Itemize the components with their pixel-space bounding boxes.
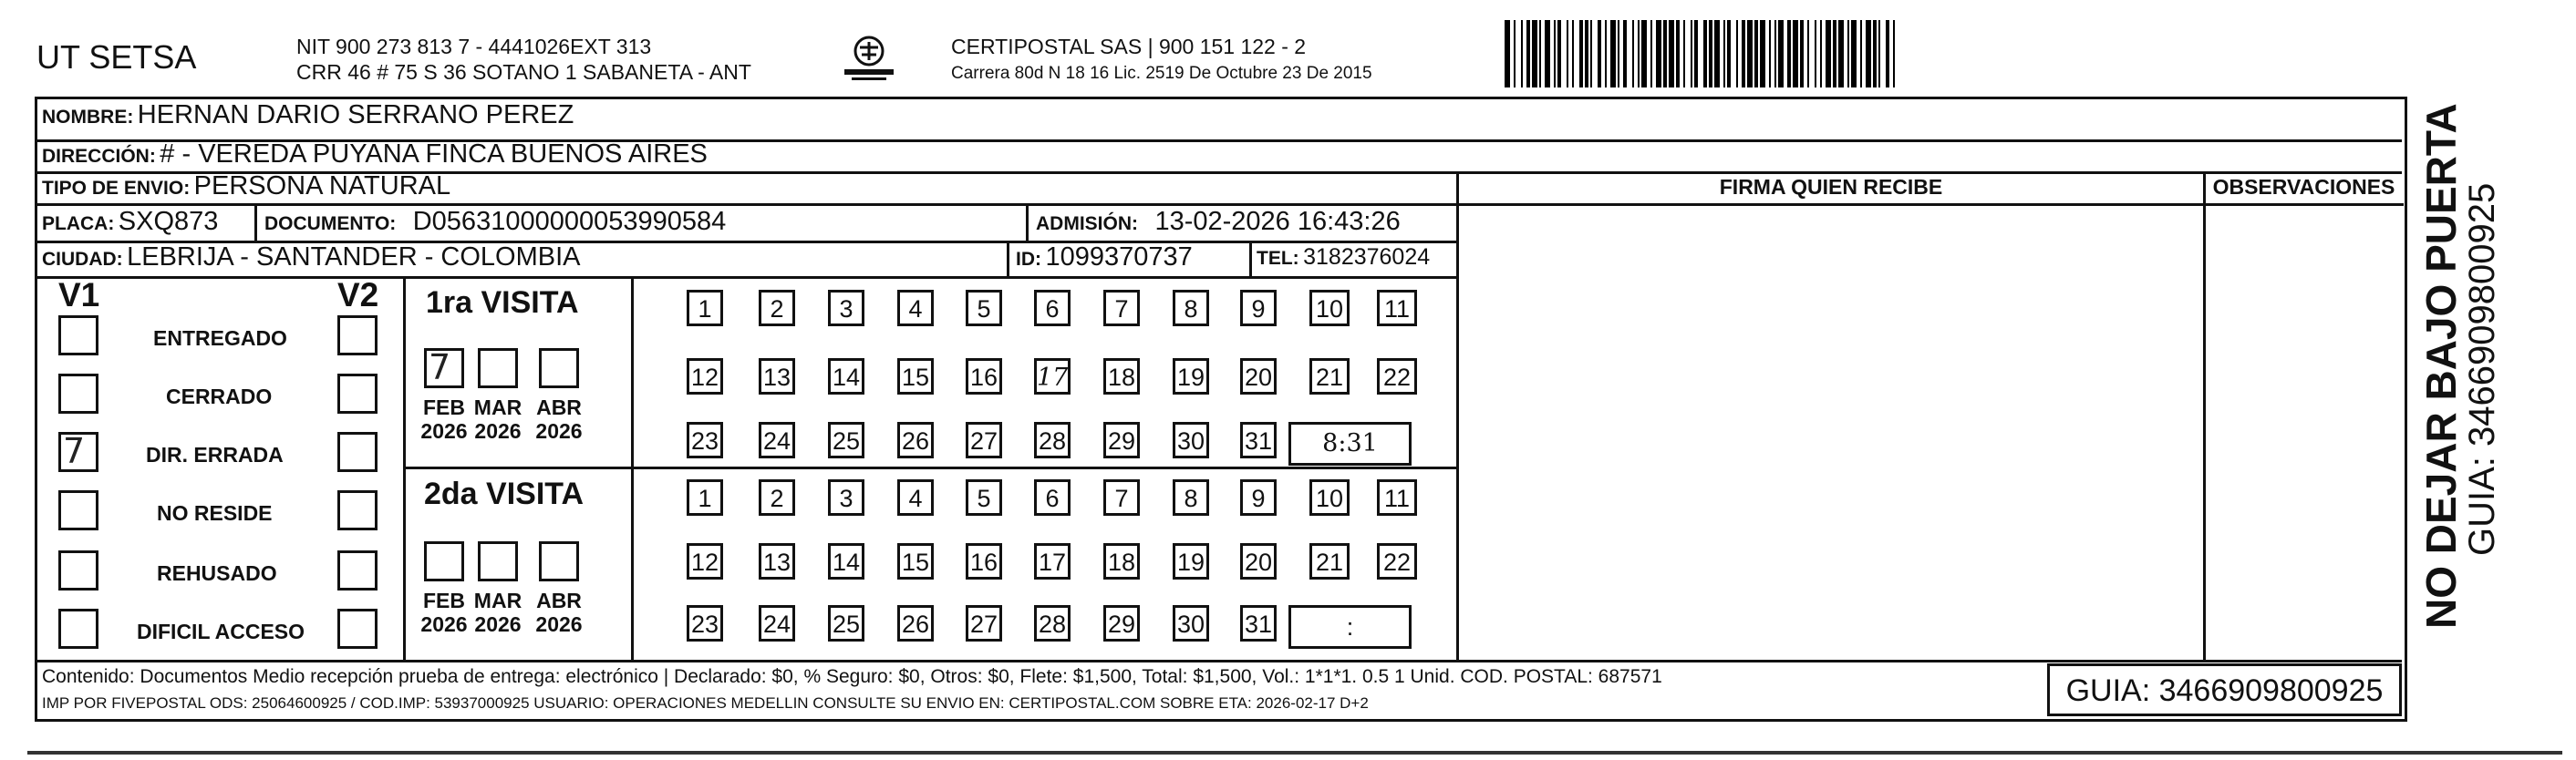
status-label-no-reside: NO RESIDE: [157, 501, 273, 525]
first-visit-day-box[interactable]: 9: [1240, 290, 1277, 326]
second-visit-day-box[interactable]: 28: [1034, 605, 1071, 642]
first-visit-day-box[interactable]: 2: [759, 290, 795, 326]
footer-imp: IMP POR FIVEPOSTAL ODS: 25064600925 / COD.IMP: 53937000925 USUARIO: OPERACIONES MEDELLIN CONSULTE SU ENVIO EN: CERTIPOSTAL.COM SOBRE ETA: 2026-02-17 D+2: [42, 694, 1369, 712]
first-visit-day-box[interactable]: 24: [759, 422, 795, 458]
second-visit-month-label: MAR: [473, 589, 522, 612]
address-line: CRR 46 # 75 S 36 SOTANO 1 SABANETA - ANT: [296, 60, 751, 84]
company-name: UT SETSA: [36, 38, 197, 76]
admision-label: ADMISIÓN:: [1036, 213, 1138, 234]
signature-area[interactable]: [1459, 206, 2203, 660]
first-visit-day-box[interactable]: 7: [1103, 290, 1140, 326]
second-visit-title: 2da VISITA: [424, 477, 585, 511]
footer-contenido: Contenido: Documentos Medio recepción prueba de entrega: electrónico | Declarado: $0, % Seguro: $0, Otros: $0, Flete: $1,500, Total: $1,500, Vol.: 1*1*1. 0.5 1 Unid. COD. POSTAL: 687571: [42, 666, 1662, 687]
checkmark-icon: 7: [63, 431, 86, 471]
placa-value: SXQ873: [118, 207, 219, 236]
second-visit-day-box[interactable]: 1: [687, 479, 723, 516]
v1-checkbox-dificil-acceso[interactable]: [58, 609, 98, 649]
status-label-rehusado: REHUSADO: [157, 561, 277, 585]
direccion-label: DIRECCIÓN:: [42, 146, 156, 167]
second-visit-day-box[interactable]: 15: [897, 543, 934, 580]
first-visit-day-box[interactable]: 14: [828, 358, 864, 395]
handwritten-mark: 17: [1037, 364, 1069, 392]
second-visit-day-box[interactable]: 8: [1173, 479, 1209, 516]
status-label-dir-errada: DIR. ERRADA: [146, 443, 284, 467]
nombre-value: HERNAN DARIO SERRANO PEREZ: [137, 100, 574, 129]
v1-header: V1: [58, 276, 100, 313]
second-visit-day-box[interactable]: 17: [1034, 543, 1071, 580]
admision-field: [1036, 207, 1401, 237]
first-visit-day-box[interactable]: 29: [1103, 422, 1140, 458]
first-visit-day-box[interactable]: 3: [828, 290, 864, 326]
second-visit-day-box[interactable]: 18: [1103, 543, 1140, 580]
footer-guia: GUIA: 3466909800925: [2047, 663, 2402, 716]
first-visit-day-box[interactable]: 16: [966, 358, 1002, 395]
certipostal-line1: CERTIPOSTAL SAS | 900 151 122 - 2: [951, 35, 1307, 58]
second-visit-year-label: 2026: [535, 612, 583, 636]
first-visit-day-box[interactable]: 4: [897, 290, 934, 326]
v1-checkbox-entregado[interactable]: [58, 315, 98, 355]
first-visit-title: 1ra VISITA: [426, 285, 579, 320]
first-visit-year-label: 2026: [474, 419, 522, 443]
month-checkbox-mar[interactable]: [478, 541, 518, 581]
v2-checkbox-rehusado[interactable]: [337, 550, 378, 591]
month-checkbox-feb[interactable]: [424, 348, 464, 388]
v2-checkbox-dificil-acceso[interactable]: [337, 609, 378, 649]
first-visit-day-box[interactable]: 25: [828, 422, 864, 458]
month-checkbox-abr[interactable]: [539, 541, 579, 581]
v1-checkbox-dir-errada[interactable]: [58, 432, 98, 472]
second-visit-day-box[interactable]: 24: [759, 605, 795, 642]
first-visit-day-box[interactable]: 8: [1173, 290, 1209, 326]
second-visit-day-box[interactable]: 3: [828, 479, 864, 516]
second-visit-day-box[interactable]: 2: [759, 479, 795, 516]
status-label-dificil-acceso: DIFICIL ACCESO: [137, 620, 305, 643]
tipo-envio-field: [42, 171, 450, 201]
first-visit-day-box[interactable]: 18: [1103, 358, 1140, 395]
month-checkbox-abr[interactable]: [539, 348, 579, 388]
tipo-envio-label: TIPO DE ENVIO:: [42, 178, 191, 199]
first-visit-day-box[interactable]: 13: [759, 358, 795, 395]
first-visit-year-label: 2026: [420, 419, 468, 443]
nit-line: NIT 900 273 813 7 - 4441026EXT 313: [296, 35, 652, 58]
first-visit-day-box[interactable]: 26: [897, 422, 934, 458]
second-visit-day-box[interactable]: 31: [1240, 605, 1277, 642]
first-visit-day-box[interactable]: 15: [897, 358, 934, 395]
second-visit-day-box[interactable]: 26: [897, 605, 934, 642]
second-visit-day-box[interactable]: 6: [1034, 479, 1071, 516]
first-visit-day-box[interactable]: [1034, 358, 1071, 395]
second-visit-day-box[interactable]: 29: [1103, 605, 1140, 642]
observations-area[interactable]: [2206, 206, 2402, 660]
id-label: ID:: [1016, 249, 1041, 270]
first-visit-month-label: ABR: [536, 395, 582, 419]
first-visit-time-box[interactable]: 8:31: [1288, 422, 1412, 466]
first-visit-month-label: FEB: [423, 395, 465, 419]
direccion-field: [42, 139, 708, 169]
second-visit-day-box[interactable]: 23: [687, 605, 723, 642]
documento-field: [264, 207, 726, 237]
first-visit-month-label: MAR: [473, 395, 522, 419]
second-visit-day-box[interactable]: 4: [897, 479, 934, 516]
second-visit-month-label: ABR: [536, 589, 582, 612]
first-visit-day-box[interactable]: 27: [966, 422, 1002, 458]
first-visit-day-box[interactable]: 11: [1377, 290, 1417, 326]
status-label-cerrado: CERRADO: [166, 385, 273, 408]
placa-label: PLACA:: [42, 213, 115, 234]
id-value: 1099370737: [1045, 242, 1193, 272]
certipostal-logo: [837, 33, 901, 84]
first-visit-day-box[interactable]: 19: [1173, 358, 1209, 395]
second-visit-year-label: 2026: [474, 612, 522, 636]
tel-label: TEL:: [1257, 248, 1299, 269]
ciudad-value: LEBRIJA - SANTANDER - COLOMBIA: [127, 242, 581, 272]
second-visit-day-box[interactable]: 9: [1240, 479, 1277, 516]
v1-checkbox-rehusado[interactable]: [58, 550, 98, 591]
v2-header: V2: [337, 276, 379, 313]
side-guia: GUIA: 3466909800925: [2462, 182, 2502, 556]
tel-field: [1257, 244, 1430, 271]
barcode: [1505, 20, 1900, 87]
id-field: [1016, 242, 1193, 272]
first-visit-day-box[interactable]: 1: [687, 290, 723, 326]
firma-header: FIRMA QUIEN RECIBE: [1719, 175, 1943, 199]
second-visit-year-label: 2026: [420, 612, 468, 636]
tel-value: 3182376024: [1303, 244, 1431, 270]
month-checkbox-mar[interactable]: [478, 348, 518, 388]
second-visit-day-box[interactable]: 19: [1173, 543, 1209, 580]
first-visit-day-box[interactable]: 20: [1240, 358, 1277, 395]
direccion-value: # - VEREDA PUYANA FINCA BUENOS AIRES: [160, 139, 708, 169]
first-visit-day-box[interactable]: 6: [1034, 290, 1071, 326]
second-visit-time-box[interactable]: :: [1288, 605, 1412, 649]
documento-value: D05631000000053990584: [412, 207, 727, 236]
tipo-envio-value: PERSONA NATURAL: [193, 171, 451, 200]
v1-checkbox-no-reside[interactable]: [58, 490, 98, 530]
second-visit-day-box[interactable]: 21: [1309, 543, 1350, 580]
documento-label: DOCUMENTO:: [264, 213, 397, 234]
first-visit-day-box[interactable]: 5: [966, 290, 1002, 326]
first-visit-day-box[interactable]: 21: [1309, 358, 1350, 395]
certipostal-line2: Carrera 80d N 18 16 Lic. 2519 De Octubre 23 De 2015: [951, 64, 1372, 83]
second-visit-day-box[interactable]: 11: [1377, 479, 1417, 516]
second-visit-day-box[interactable]: 16: [966, 543, 1002, 580]
second-visit-day-box[interactable]: 30: [1173, 605, 1209, 642]
no-dejar-bajo-puerta: NO DEJAR BAJO PUERTA: [2417, 103, 2465, 629]
first-visit-day-box[interactable]: 12: [687, 358, 723, 395]
first-visit-day-box[interactable]: 31: [1240, 422, 1277, 458]
first-visit-day-box[interactable]: 23: [687, 422, 723, 458]
v2-checkbox-dir-errada[interactable]: [337, 432, 378, 472]
second-visit-day-box[interactable]: 22: [1377, 543, 1417, 580]
nombre-field: [42, 100, 574, 130]
second-visit-day-box[interactable]: 10: [1309, 479, 1350, 516]
month-checkbox-feb[interactable]: [424, 541, 464, 581]
observaciones-header: OBSERVACIONES: [2212, 175, 2395, 199]
second-visit-day-box[interactable]: 25: [828, 605, 864, 642]
second-visit-day-box[interactable]: 13: [759, 543, 795, 580]
status-label-entregado: ENTREGADO: [153, 326, 287, 350]
ciudad-label: CIUDAD:: [42, 249, 123, 270]
admision-value: 13-02-2026 16:43:26: [1154, 207, 1401, 236]
first-visit-year-label: 2026: [535, 419, 583, 443]
v2-checkbox-entregado[interactable]: [337, 315, 378, 355]
first-visit-day-box[interactable]: 28: [1034, 422, 1071, 458]
nombre-label: NOMBRE:: [42, 107, 134, 128]
second-visit-day-box[interactable]: 20: [1240, 543, 1277, 580]
first-visit-day-box[interactable]: 22: [1377, 358, 1417, 395]
second-visit-month-label: FEB: [423, 589, 465, 612]
v2-checkbox-no-reside[interactable]: [337, 490, 378, 530]
second-visit-day-box[interactable]: 27: [966, 605, 1002, 642]
v2-checkbox-cerrado[interactable]: [337, 374, 378, 414]
first-visit-day-box[interactable]: 30: [1173, 422, 1209, 458]
second-visit-day-box[interactable]: 5: [966, 479, 1002, 516]
v1-checkbox-cerrado[interactable]: [58, 374, 98, 414]
second-visit-day-box[interactable]: 12: [687, 543, 723, 580]
checkmark-icon: 7: [429, 347, 451, 387]
ciudad-field: [42, 242, 581, 272]
first-visit-day-box[interactable]: 10: [1309, 290, 1350, 326]
second-visit-day-box[interactable]: 14: [828, 543, 864, 580]
second-visit-day-box[interactable]: 7: [1103, 479, 1140, 516]
placa-field: [42, 207, 218, 237]
